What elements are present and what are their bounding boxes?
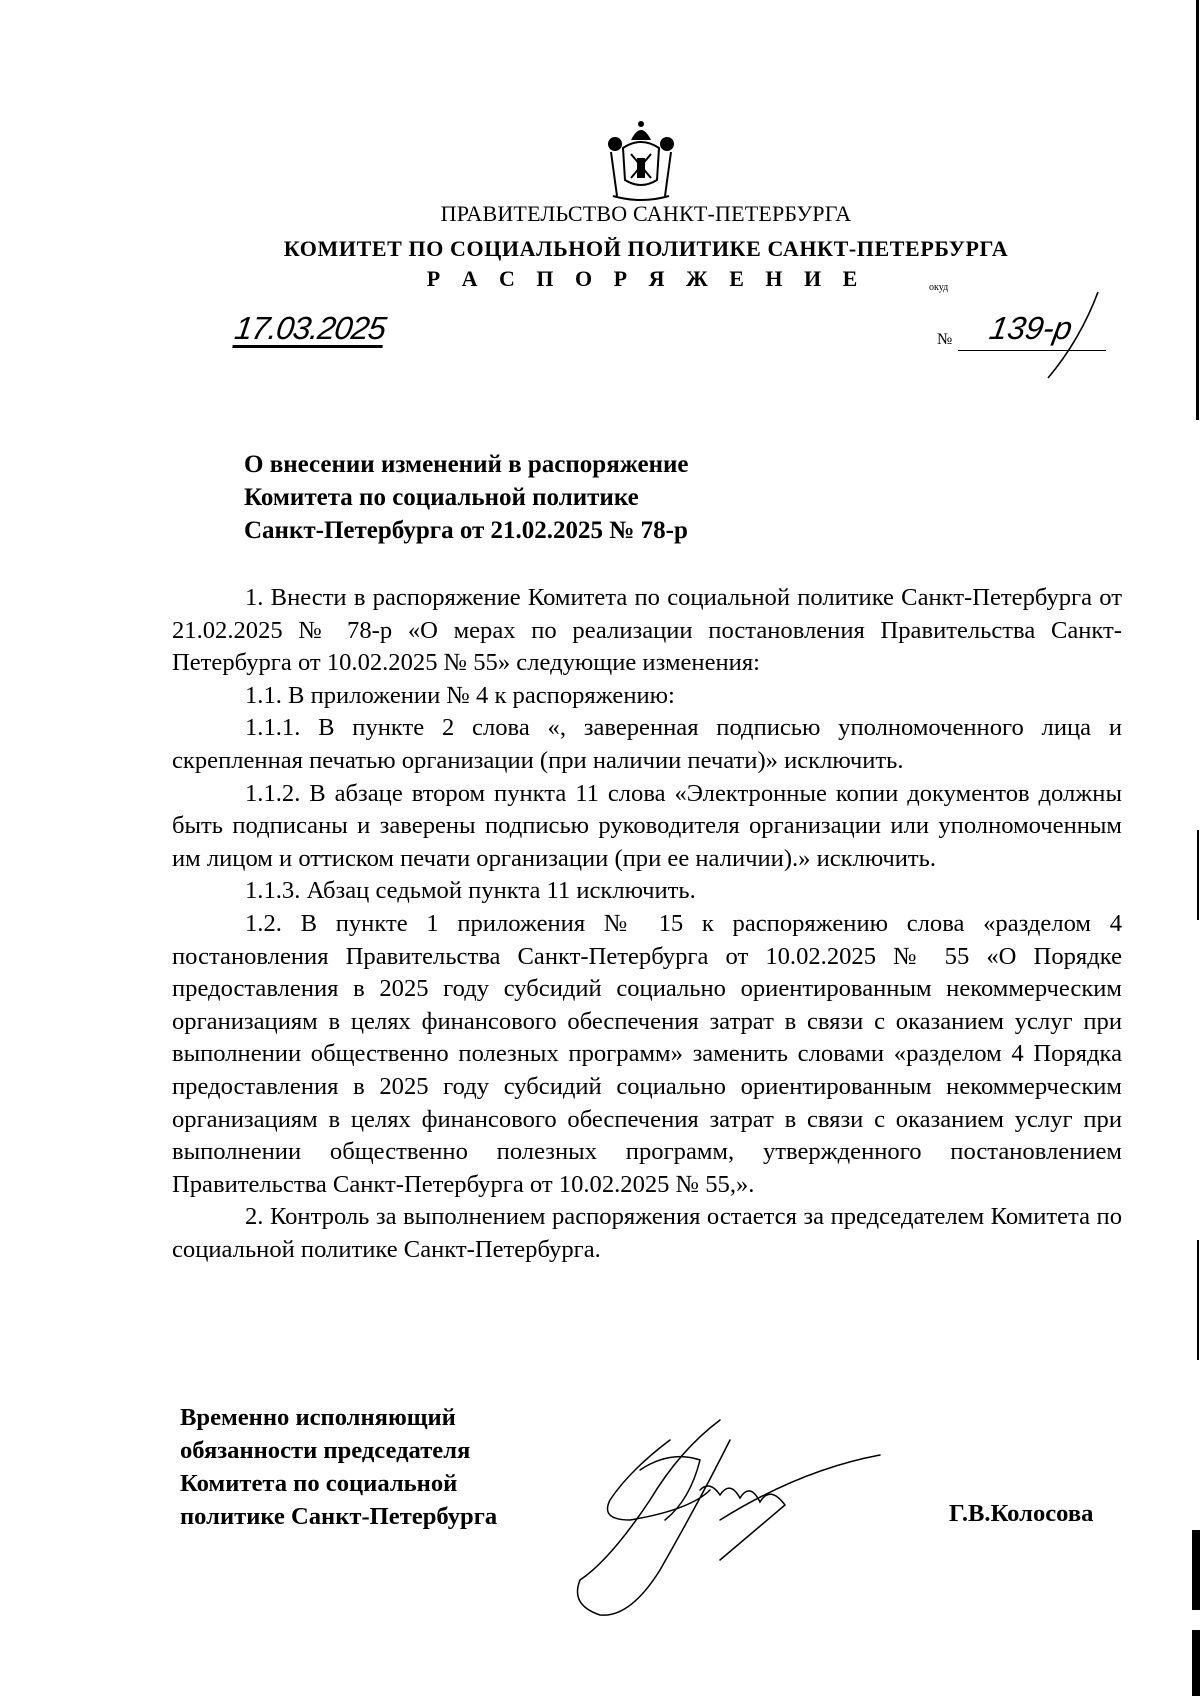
signatory-title-line: политике Санкт-Петербурга (180, 1503, 498, 1530)
paragraph: 1.1.3. Абзац седьмой пункта 11 исключить. (245, 877, 696, 905)
subject-line: Санкт-Петербурга от 21.02.2025 № 78-р (244, 517, 688, 544)
signatory-title-line: Временно исполняющий (180, 1404, 456, 1431)
paragraph: 1.1. В приложении № 4 к распоряжению: (245, 681, 675, 709)
paragraph: 2. Контроль за выполнением распоряжения остается за председателем Комитета по социальной политике Санкт-Петербурга. (172, 1203, 1122, 1263)
document-number: 139-р (986, 310, 1076, 346)
document-date: 17.03.2025 (232, 310, 388, 346)
paragraph: 1.2. В пункте 1 приложения № 15 к распоряжению слова «разделом 4 постановления Правительства Санкт-Петербурга от 10.02.2025 № 55 «О Порядке предоставления в 2025 году субсидий социально ориентированным некоммерческим организациям в целях финансового обеспечения затрат в связи с оказанием услуг при выполнении общественно полезных программ» заменить словами «разделом 4 Порядка предоставления в 2025 году субсидий социально ориентированным некоммерческим организациям в целях финансового обеспечения затрат в связи с оказанием услуг при выполнении общественно полезных программ, утвержденного постановлением Правительства Санкт-Петербурга от 10.02.2025 № 55,». (172, 909, 1122, 1198)
paragraph: 1.1.1. В пункте 2 слова «, заверенная подписью уполномоченного лица и скрепленная печатью организации (при наличии печати)» исключить. (172, 714, 1122, 774)
subject-line: Комитета по социальной политике (244, 484, 639, 511)
coat-of-arms-icon (603, 118, 679, 202)
subject-line: О внесении изменений в распоряжение (244, 451, 689, 478)
signatory-title (180, 1401, 497, 1533)
government-heading: ПРАВИТЕЛЬСТВО САНКТ-ПЕТЕРБУРГА (440, 201, 852, 226)
document-body (172, 582, 1122, 1266)
signatory-title-line: Комитета по социальной (180, 1470, 458, 1497)
number-sign: № (937, 331, 953, 348)
document-type-heading: Р А С П О Р Я Ж Е Н И Е (426, 266, 866, 291)
signatory-name: Г.В.Колосова (949, 1500, 1094, 1527)
document-subject (244, 448, 689, 547)
okud-label: окуд (929, 282, 949, 293)
scan-edge-marks (1188, 0, 1200, 1696)
committee-heading: КОМИТЕТ ПО СОЦИАЛЬНОЙ ПОЛИТИКЕ САНКТ-ПЕТЕРБУРГА (283, 236, 1009, 261)
paragraph: 1. Внести в распоряжение Комитета по социальной политике Санкт-Петербурга от 21.02.2025 № 78-р «О мерах по реализации постановления Правительства Санкт-Петербурга от 10.02.2025 № 55» следующие изменения: (172, 584, 1122, 677)
signatory-title-line: обязанности председателя (180, 1437, 471, 1464)
number-pen-stroke (1040, 290, 1100, 380)
paragraph: 1.1.2. В абзаце втором пункта 11 слова «Электронные копии документов должны быть подписаны и заверены подписью руководителя организации или уполномоченным им лицом и оттиском печати организации (при ее наличии).» исключить. (172, 779, 1122, 872)
handwritten-signature (570, 1410, 930, 1620)
